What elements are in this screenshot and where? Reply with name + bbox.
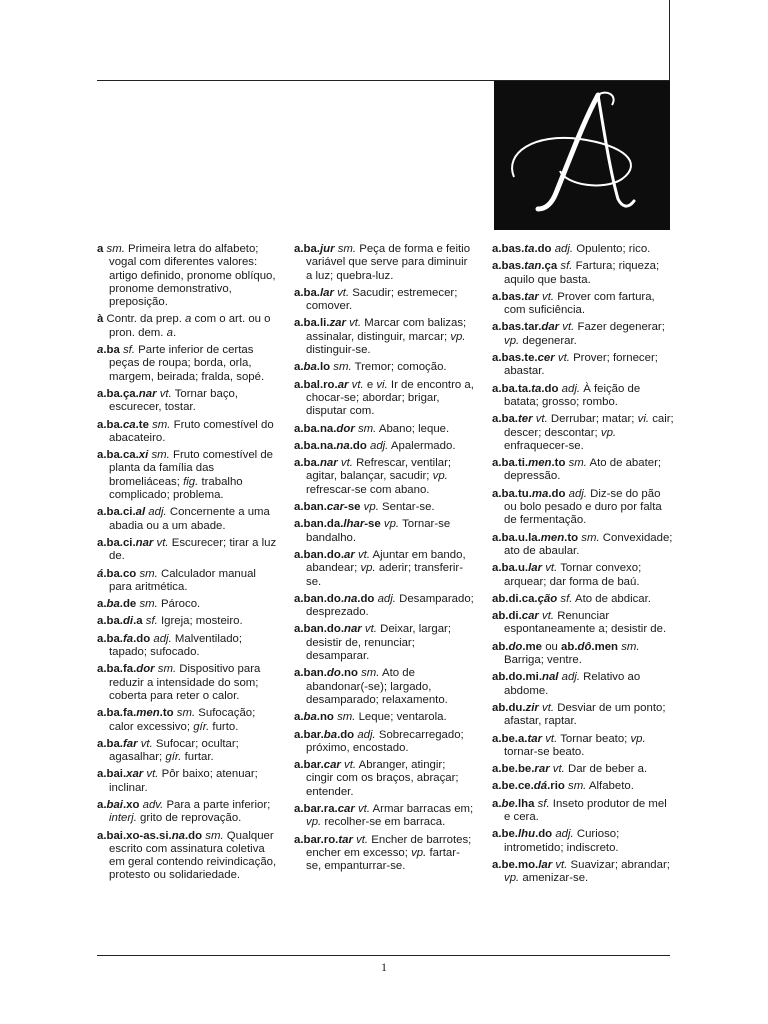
entry-definition: vp. Tornar-se bandalho. <box>306 518 451 544</box>
entry-headword: a.be.ce.dá.rio <box>492 780 565 793</box>
dictionary-entry <box>492 702 674 729</box>
dictionary-entry <box>97 568 277 595</box>
dictionary-entry <box>294 549 474 589</box>
entry-definition: sm. Pároco. <box>139 598 201 611</box>
entry-headword: a.be.be.rar <box>492 763 550 776</box>
dictionary-entry <box>294 667 474 707</box>
dictionary-entry <box>294 623 474 663</box>
entry-headword: ab.di.car <box>492 610 539 623</box>
entry-definition: sm. Calculador manual para aritmética. <box>109 567 256 593</box>
entry-definition: adj. Desamparado; desprezado. <box>306 592 474 619</box>
entry-headword: a.ba.tu.ma.do <box>492 487 566 500</box>
dictionary-entry <box>492 593 674 606</box>
entry-definition: sm. Ato de abater; depressão. <box>504 457 662 483</box>
entry-definition: vt. Abranger, atingir; cingir com os braços, abraçar; entender. <box>306 759 459 798</box>
entry-definition: adj. Malventilado; tapado; sufocado. <box>109 632 243 659</box>
entry-definition: adj. Curioso; intrometido; indiscreto. <box>504 828 620 854</box>
dictionary-entry <box>492 798 674 825</box>
dictionary-entry <box>97 449 277 502</box>
entry-headword: a.bar.ba.do <box>294 728 355 741</box>
column-1 <box>97 243 277 887</box>
entry-definition: vt. Ajuntar em bando, abandear; vp. aderir; transferir-se. <box>306 548 466 588</box>
entry-headword: a.ba.fa.do <box>97 632 151 645</box>
entry-headword: a.ba.ti.men.to <box>492 457 566 470</box>
entry-definition: adj. Apalermado. <box>369 439 456 452</box>
dictionary-entry <box>294 501 474 514</box>
chapter-letter-a-ornament <box>494 81 670 230</box>
entry-definition: vt. e vi. Ir de encontro a, chocar-se; abordar; brigar, disputar com. <box>306 378 474 418</box>
dictionary-entry <box>97 344 277 384</box>
entry-definition: vt. Prover com fartura, com suficiência. <box>504 290 655 317</box>
entry-definition: adj. Sobrecarregado; próximo, encostado. <box>306 728 464 754</box>
page-number: 1 <box>381 960 387 974</box>
entry-definition: sm. Dispositivo para reduzir a intensidade do som; coberta para reter o calor. <box>109 663 261 702</box>
entry-headword: a.be.lhu.do <box>492 828 553 841</box>
entry-headword: à <box>97 313 104 326</box>
entry-definition: vt. Prover; fornecer; abastar. <box>504 352 658 378</box>
entry-headword: a.bar.ra.car <box>294 802 355 815</box>
entry-definition: vt. Refrescar, ventilar; agitar, balançar, sacudir; vp. refrescar-se com abano. <box>306 457 452 496</box>
entry-headword: a.bas.te.cer <box>492 352 555 365</box>
entry-headword: a.be.lha <box>492 797 535 810</box>
entry-headword: a.bas.tan.ça <box>492 260 558 273</box>
dictionary-entry <box>492 243 674 256</box>
dictionary-entry <box>492 532 674 559</box>
dictionary-entry <box>97 830 277 883</box>
entry-definition: vt. Escurecer; tirar a luz de. <box>109 536 277 563</box>
dictionary-entry <box>294 243 474 283</box>
bottom-rule <box>97 955 670 956</box>
entry-headword: a.bai.xo <box>97 798 140 811</box>
entry-definition: vp. Sentar-se. <box>363 501 435 514</box>
dictionary-entry <box>294 593 474 620</box>
entry-headword: a.bas.tar <box>492 290 539 303</box>
entry-definition: vt. Tornar beato; vp. tornar-se beato. <box>504 732 646 758</box>
dictionary-entry <box>492 763 674 776</box>
dictionary-entry <box>97 419 277 446</box>
entry-headword: a.ba.de <box>97 598 137 611</box>
entry-definition: adv. Para a parte inferior; interj. grito de reprovação. <box>109 798 271 825</box>
dictionary-entry <box>294 803 474 830</box>
dictionary-entry <box>492 859 674 886</box>
dictionary-entry <box>294 457 474 497</box>
dictionary-entry <box>294 379 474 419</box>
entry-definition: vt. Sacudir; estremecer; comover. <box>306 286 458 313</box>
entry-headword: a.ba.ter <box>492 413 533 426</box>
dictionary-entry <box>492 562 674 589</box>
entry-headword: a.ba.u.lar <box>492 562 543 575</box>
entry-definition: adj. À feição de batata; grosso; rombo. <box>504 382 641 408</box>
entry-headword: a.be.a.tar <box>492 732 543 745</box>
entry-headword: ab.du.zir <box>492 701 539 714</box>
dictionary-entry <box>97 388 277 415</box>
entry-definition: vt. Derrubar; matar; vi. cair; descer; descontar; vp. enfraquecer-se. <box>504 413 674 452</box>
dictionary-entry <box>97 633 277 660</box>
dictionary-entry <box>294 711 474 724</box>
entry-headword: a.ban.do.nar <box>294 623 362 636</box>
dictionary-entry <box>97 707 277 734</box>
dictionary-entry <box>492 780 674 793</box>
dictionary-entry <box>294 287 474 314</box>
entry-headword: a.ba.fa.dor <box>97 663 155 676</box>
entry-definition: sf. Parte inferior de certas peças de roupa; borda, orla, margem, beirada; fralda, sopé. <box>109 344 265 383</box>
entry-definition: vt. Suavizar; abrandar; vp. amenizar-se. <box>504 858 670 885</box>
entry-headword: a.ban.do.na.do <box>294 592 375 605</box>
entry-definition: sm. Ato de abandonar(-se); largado, desamparado; relaxamento. <box>306 667 448 706</box>
entry-headword: a.ba.na.dor <box>294 422 355 435</box>
entry-definition: vt. Armar barracas em; vp. recolher-se em barraca. <box>306 802 474 829</box>
entry-definition: vt. Deixar, largar; desistir de, renunciar; desamparar. <box>306 623 452 663</box>
entry-definition: sm. Peça de forma e feitio variável que serve para diminuir a luz; quebra-luz. <box>306 243 471 282</box>
entry-headword: a.ban.do.no <box>294 667 358 680</box>
entry-headword: a.bal.ro.ar <box>294 378 349 391</box>
entry-definition: adj. Opulento; rico. <box>554 243 651 255</box>
entry-headword: a.ba.jur <box>294 243 335 255</box>
dictionary-entry <box>294 423 474 436</box>
entry-definition: adj. Concernente a uma abadia ou a um abade. <box>109 506 270 532</box>
dictionary-entry <box>97 799 277 826</box>
entry-definition: adj. Relativo ao abdome. <box>504 671 641 697</box>
entry-definition: sf. Igreja; mosteiro. <box>145 615 243 628</box>
entry-definition: sm. Tremor; comoção. <box>333 361 447 374</box>
entry-definition: sm. Fruto comestível de planta da família das bromeliáceas; fig. trabalho complicado; problema. <box>109 449 274 502</box>
entry-definition: vt. Sufocar; ocultar; agasalhar; gír. furtar. <box>109 737 239 764</box>
dictionary-entry <box>294 834 474 874</box>
entry-headword: a.be.mo.lar <box>492 858 553 871</box>
entry-definition: Contr. da prep. a com o art. ou o pron. dem. a. <box>103 313 271 339</box>
dictionary-entry <box>492 352 674 379</box>
dictionary-entry <box>97 615 277 628</box>
entry-definition: sf. Inseto produtor de mel e cera. <box>504 797 667 823</box>
entry-headword: a.ban.da.lhar-se <box>294 518 381 531</box>
entry-definition: adj. Diz-se do pão ou bolo pesado e duro por falta de fermentação. <box>504 487 662 527</box>
entry-headword: a.bai.xo-as.si.na.do <box>97 829 203 842</box>
dictionary-entry <box>492 413 674 453</box>
dictionary-entry <box>294 759 474 799</box>
dictionary-entry <box>294 729 474 756</box>
column-2 <box>294 243 474 877</box>
dictionary-entry <box>492 641 674 668</box>
dictionary-entry <box>492 260 674 287</box>
entry-headword: a.bas.tar.dar <box>492 321 560 334</box>
entry-definition: sm. Abano; leque. <box>357 422 450 435</box>
entry-definition: ou ab.dô.men sm. Barriga; ventre. <box>504 640 640 667</box>
dictionary-entry <box>97 738 277 765</box>
entry-headword: a.bai.xar <box>97 768 144 781</box>
entry-headword: a.ba.ca.te <box>97 418 149 431</box>
entry-definition: sf. Ato de abdicar. <box>560 592 651 605</box>
dictionary-entry <box>97 506 277 533</box>
entry-headword: a.ba.li.zar <box>294 317 346 330</box>
entry-definition: sm. Fruto comestível do abacateiro. <box>109 418 274 444</box>
entry-headword: ab.do.me <box>492 640 543 653</box>
entry-headword: a.ba.ca.xi <box>97 449 149 462</box>
dictionary-entry <box>492 291 674 318</box>
dictionary-entry <box>97 598 277 611</box>
chapter-letter-box <box>494 81 670 230</box>
dictionary-entry <box>492 383 674 410</box>
entry-definition: vt. Marcar com balizas; assinalar, distinguir, marcar; vp. distinguir-se. <box>306 317 467 357</box>
entry-definition: vt. Encher de barrotes; encher em excesso; vp. fartar-se, empanturrar-se. <box>306 833 472 873</box>
entry-definition: vt. Tornar baço, escurecer, tostar. <box>109 387 239 414</box>
dictionary-entry <box>492 321 674 348</box>
entry-headword: a.ba.nar <box>294 457 338 470</box>
dictionary-entry <box>97 243 277 309</box>
entry-headword: a.ba.ça.nar <box>97 387 157 400</box>
entry-headword: a <box>97 243 104 255</box>
entry-headword: a.ba <box>97 344 120 357</box>
entry-headword: a.ban.car-se <box>294 501 361 514</box>
entry-definition: sm. Qualquer escrito com assinatura coletiva em geral contendo reivindicação, protesto ou solidariedade. <box>109 829 277 882</box>
dictionary-entry <box>97 313 277 340</box>
entry-headword: a.ba.no <box>294 711 334 724</box>
entry-headword: a.ba.fa.men.to <box>97 707 174 720</box>
dictionary-entry <box>294 440 474 453</box>
entry-definition: vt. Pôr baixo; atenuar; inclinar. <box>109 768 258 794</box>
entry-definition: vt. Desviar de um ponto; afastar, raptar. <box>504 701 666 728</box>
dictionary-entry <box>492 488 674 528</box>
dictionary-entry <box>492 671 674 698</box>
entry-headword: a.ba.ta.ta.do <box>492 382 559 395</box>
dictionary-entry <box>492 828 674 855</box>
dictionary-entry <box>492 457 674 484</box>
dictionary-entry <box>97 663 277 703</box>
entry-headword: a.ba.lar <box>294 286 334 299</box>
entry-definition: vt. Dar de beber a. <box>552 763 648 776</box>
svg-text:A: A <box>578 191 586 202</box>
entry-headword: a.bar.ro.tar <box>294 833 353 846</box>
entry-definition: sm. Primeira letra do alfabeto; vogal com diferentes valores: artigo definido, pronome oblíquo, pronome demonstrativo, preposição. <box>106 243 276 309</box>
entry-definition: sm. Sufocação; calor excessivo; gír. furto. <box>109 707 256 733</box>
entry-headword: ab.do.mi.nal <box>492 671 559 684</box>
dictionary-entry <box>492 733 674 760</box>
entry-headword: a.ba.di.a <box>97 615 143 628</box>
entry-headword: a.ban.do.ar <box>294 548 355 561</box>
entry-definition: sm. Alfabeto. <box>568 780 634 793</box>
column-3 <box>492 243 674 889</box>
entry-headword: ab.di.ca.ção <box>492 592 558 605</box>
entry-definition: vt. Fazer degenerar; vp. degenerar. <box>504 321 665 347</box>
dictionary-entry <box>294 317 474 357</box>
dictionary-entry <box>294 361 474 374</box>
entry-definition: vt. Tornar convexo; arquear; dar forma de baú. <box>504 562 642 588</box>
entry-definition: sm. Convexidade; ato de abaular. <box>504 531 673 557</box>
entry-headword: a.bar.car <box>294 759 341 772</box>
entry-headword: a.bas.ta.do <box>492 243 552 255</box>
dictionary-entry <box>97 768 277 795</box>
entry-headword: a.ba.ci.nar <box>97 536 154 549</box>
dictionary-entry <box>97 537 277 564</box>
entry-headword: a.ba.far <box>97 737 138 750</box>
dictionary-entry <box>492 610 674 637</box>
entry-definition: vt. Renunciar espontaneamente a; desistir de. <box>504 610 667 636</box>
entry-definition: sm. Leque; ventarola. <box>337 711 447 724</box>
entry-headword: a.ba.lo <box>294 361 331 374</box>
dictionary-entry <box>294 518 474 545</box>
entry-headword: a.ba.na.na.do <box>294 439 367 452</box>
entry-definition: sf. Fartura; riqueza; aquilo que basta. <box>504 260 660 286</box>
entry-headword: a.ba.u.la.men.to <box>492 531 579 544</box>
entry-headword: á.ba.co <box>97 567 137 580</box>
entry-headword: a.ba.ci.al <box>97 506 146 519</box>
